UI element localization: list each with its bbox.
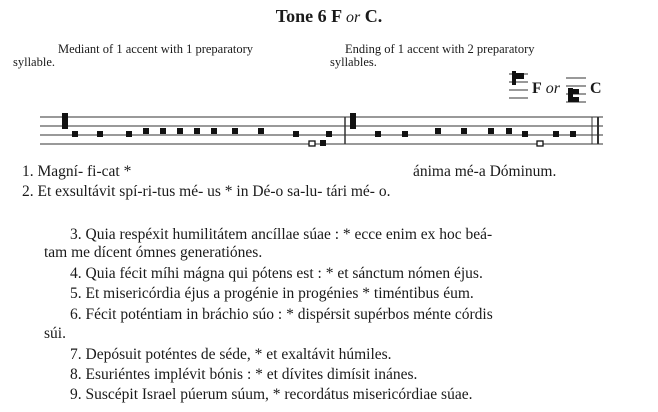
- neume-notes: [72, 128, 576, 137]
- ending-note-cont: syllables.: [330, 55, 377, 69]
- c-clef-icon: [62, 113, 68, 129]
- clef-alt-label: F or: [532, 80, 561, 97]
- verse-3: 3. Quia respéxit humilitátem ancíllae súae : * ecce enim ex hoc beá-: [70, 226, 493, 243]
- verse-5: 5. Et misericórdia éjus a progénie in progénies * timéntibus éum.: [70, 285, 474, 302]
- ending-note: Ending of 1 accent with 2 preparatory: [345, 42, 535, 56]
- chant-line-1-end: ánima mé-a Dóminum.: [413, 163, 557, 180]
- verse-3-cont: tam me dícent ómnes generatiónes.: [44, 244, 263, 261]
- verse-6: 6. Fécit poténtiam in bráchio súo : * dispérsit supérbos ménte córdis: [70, 306, 493, 323]
- verse-7: 7. Depósuit poténtes de séde, * et exaltávit húmiles.: [70, 346, 392, 363]
- c-clef-icon-2: [350, 113, 356, 129]
- verse-8: 8. Esuriéntes implévit bónis : * et dívites dimísit inánes.: [70, 366, 418, 383]
- verse-9: 9. Suscépit Israel púerum súum, * recordátus misericórdiae súae.: [70, 386, 473, 403]
- chant-line-2: 2. Et exsultávit spí-ri-tus mé- us * in Dé-o sa-lu- tári mé- o.: [22, 183, 391, 200]
- mediant-note-cont: syllable.: [13, 55, 56, 69]
- page-title: Tone 6 F or C.: [275, 6, 383, 26]
- clef-alt-label-c: C: [590, 80, 602, 97]
- mediant-note: Mediant of 1 accent with 1 preparatory: [58, 42, 254, 56]
- chant-line-1: 1. Magní- fi-cat *: [22, 163, 132, 180]
- verse-4: 4. Quia fécit míhi mágna qui pótens est : * et sánctum nómen éjus.: [70, 265, 483, 282]
- verse-6-cont: súi.: [44, 325, 66, 342]
